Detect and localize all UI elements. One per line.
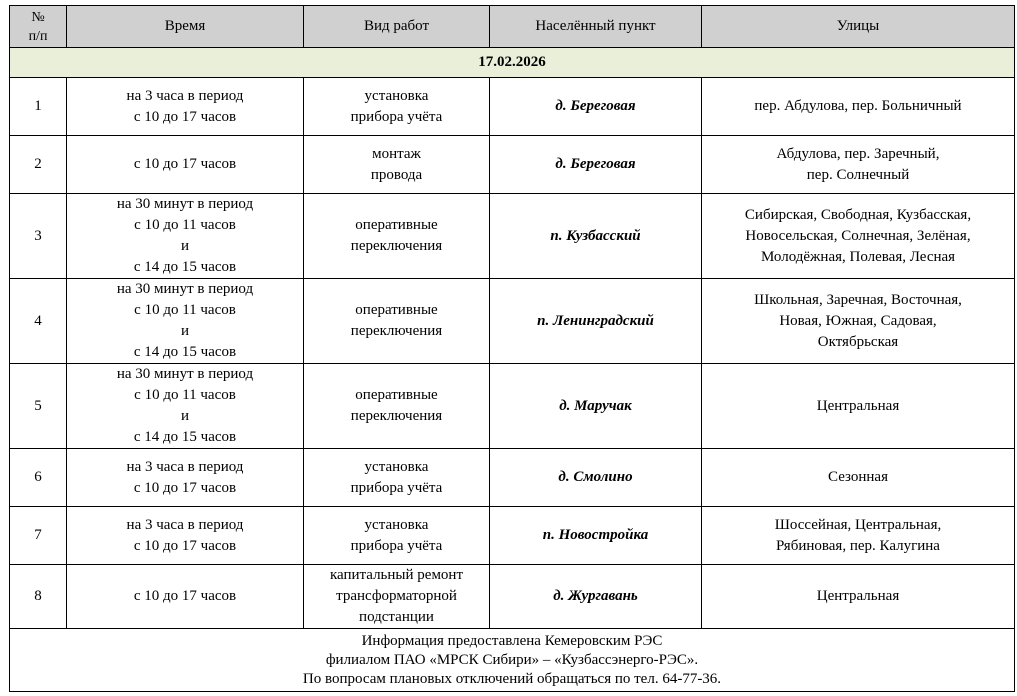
row-time-line: с 10 до 17 часов <box>133 537 237 554</box>
row-time <box>67 364 304 449</box>
row-number: 5 <box>10 364 67 449</box>
row-number: 7 <box>10 507 67 565</box>
row-time-line: на 3 часа в период <box>126 516 244 533</box>
row-streets <box>702 364 1015 449</box>
row-time <box>67 565 304 629</box>
row-streets-line: Центральная <box>816 588 900 604</box>
outage-schedule-table <box>9 5 1015 692</box>
row-time <box>67 449 304 507</box>
row-work-type <box>304 279 490 364</box>
table-row <box>10 364 1015 449</box>
row-time-line: на 3 часа в период <box>126 87 244 104</box>
row-work-type-line: прибора учёта <box>350 108 443 125</box>
row-work-type-line: монтаж <box>372 145 421 162</box>
row-time-line: с 14 до 15 часов <box>133 344 237 360</box>
row-place: д. Маручак <box>490 364 702 449</box>
row-streets-line: Молодёжная, Полевая, Лесная <box>760 248 956 265</box>
row-place: д. Береговая <box>490 136 702 194</box>
row-time <box>67 78 304 136</box>
row-time-line: на 30 минут в период <box>116 281 254 297</box>
row-time-line: с 14 до 15 часов <box>133 259 237 275</box>
row-streets <box>702 507 1015 565</box>
row-work-type <box>304 565 490 629</box>
row-number: 2 <box>10 136 67 194</box>
row-work-type-line: переключения <box>350 238 443 254</box>
row-place: д. Жургавань <box>490 565 702 629</box>
row-work-type-line: прибора учёта <box>350 537 443 554</box>
row-work-type-line: переключения <box>350 408 443 424</box>
row-streets-line: Школьная, Заречная, Восточная, <box>754 291 962 308</box>
row-work-type-line: установка <box>364 87 429 104</box>
row-time-line: и <box>180 238 190 254</box>
table-row <box>10 507 1015 565</box>
row-streets-line: Шоссейная, Центральная, <box>774 516 942 533</box>
row-work-type <box>304 449 490 507</box>
row-number: 3 <box>10 194 67 279</box>
header-time: Время <box>67 6 304 48</box>
header-place: Населённый пункт <box>490 6 702 48</box>
row-work-type <box>304 507 490 565</box>
row-place: п. Новостройка <box>490 507 702 565</box>
row-streets-line: Октябрьская <box>817 333 899 350</box>
row-streets <box>702 449 1015 507</box>
row-work-type-line: переключения <box>350 323 443 339</box>
row-place: д. Береговая <box>490 78 702 136</box>
table-row <box>10 279 1015 364</box>
row-streets <box>702 279 1015 364</box>
row-time-line: с 10 до 11 часов <box>134 302 236 318</box>
row-time-line: с 10 до 17 часов <box>133 156 237 172</box>
row-place: п. Ленинградский <box>490 279 702 364</box>
row-number: 1 <box>10 78 67 136</box>
row-streets-line: Абдулова, пер. Заречный, <box>776 145 940 162</box>
header-work: Вид работ <box>304 6 490 48</box>
row-time <box>67 279 304 364</box>
row-streets-line: пер. Абдулова, пер. Больничный <box>754 98 962 114</box>
row-work-type <box>304 194 490 279</box>
row-work-type-line: оперативные <box>355 217 438 233</box>
row-number: 6 <box>10 449 67 507</box>
row-streets <box>702 136 1015 194</box>
date-cell: 17.02.2026 <box>10 48 1015 78</box>
row-time <box>67 136 304 194</box>
row-work-type-line: установка <box>364 516 429 533</box>
row-streets-line: Рябиновая, пер. Калугина <box>776 537 940 554</box>
header-num-line: п/п <box>28 28 48 44</box>
row-time-line: с 10 до 11 часов <box>134 217 236 233</box>
table-row <box>10 565 1015 629</box>
footer-line: филиалом ПАО «МРСК Сибири» – «Кузбассэнерго-РЭС». <box>325 651 699 668</box>
header-num <box>10 6 67 48</box>
footer-row <box>10 629 1015 692</box>
header-num-line: № <box>31 9 45 25</box>
row-time-line: на 30 минут в период <box>116 196 254 212</box>
footer-line: Информация предоставлена Кемеровским РЭС <box>361 632 663 649</box>
row-work-type-line: прибора учёта <box>350 479 443 496</box>
row-work-type-line: трансформаторной <box>336 588 457 604</box>
row-streets <box>702 78 1015 136</box>
row-streets-line: Сибирская, Свободная, Кузбасская, <box>744 206 972 223</box>
row-work-type-line: установка <box>364 458 429 475</box>
row-number: 8 <box>10 565 67 629</box>
row-streets-line: Новая, Южная, Садовая, <box>779 312 937 329</box>
row-streets-line: пер. Солнечный <box>806 166 910 183</box>
table-row <box>10 449 1015 507</box>
row-work-type <box>304 364 490 449</box>
row-time <box>67 194 304 279</box>
row-time-line: с 10 до 17 часов <box>133 479 237 496</box>
row-number: 4 <box>10 279 67 364</box>
row-work-type <box>304 136 490 194</box>
row-streets <box>702 565 1015 629</box>
table-row <box>10 78 1015 136</box>
row-work-type-line: провода <box>370 166 423 183</box>
footer-line: По вопросам плановых отключений обращаться по тел. 64-77-36. <box>302 670 722 687</box>
row-time-line: на 30 минут в период <box>116 366 254 382</box>
row-place: п. Кузбасский <box>490 194 702 279</box>
row-time-line: с 10 до 17 часов <box>133 588 237 604</box>
row-streets-line: Новосельская, Солнечная, Зелёная, <box>745 227 971 244</box>
row-time-line: на 3 часа в период <box>126 458 244 475</box>
footer-cell <box>10 629 1015 692</box>
row-time-line: с 10 до 17 часов <box>133 108 237 125</box>
table-row <box>10 136 1015 194</box>
row-time-line: и <box>180 408 190 424</box>
row-work-type-line: оперативные <box>355 387 438 403</box>
row-streets-line: Центральная <box>816 397 900 414</box>
row-place: д. Смолино <box>490 449 702 507</box>
row-work-type <box>304 78 490 136</box>
row-time-line: с 10 до 11 часов <box>134 387 236 403</box>
header-row <box>10 6 1015 48</box>
row-streets <box>702 194 1015 279</box>
row-work-type-line: оперативные <box>355 302 438 318</box>
header-streets: Улицы <box>702 6 1015 48</box>
table-row <box>10 194 1015 279</box>
date-row <box>10 48 1015 78</box>
row-time-line: с 14 до 15 часов <box>133 429 237 445</box>
row-time-line: и <box>180 323 190 339</box>
row-streets-line: Сезонная <box>828 469 888 485</box>
row-work-type-line: капитальный ремонт <box>329 567 464 583</box>
row-work-type-line: подстанции <box>359 609 434 625</box>
row-time <box>67 507 304 565</box>
